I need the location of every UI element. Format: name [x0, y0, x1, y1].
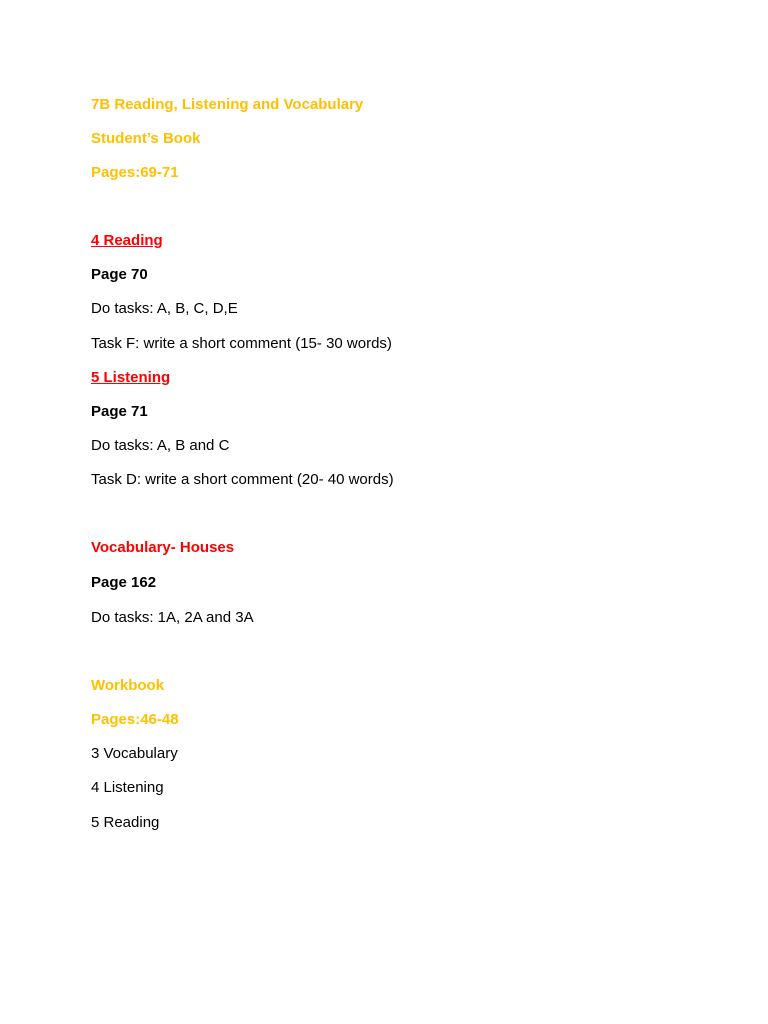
workbook-item: 4 Listening [91, 779, 164, 796]
vocabulary-page: Page 162 [91, 574, 157, 591]
listening-task-d: Task D: write a short comment (20- 40 words) [91, 471, 394, 488]
document-title: 7B Reading, Listening and Vocabulary [91, 96, 364, 113]
book-label: Student’s Book [91, 130, 201, 147]
workbook-pages: Pages:46-48 [91, 711, 179, 728]
reading-heading: 4 Reading [91, 232, 163, 249]
reading-page: Page 70 [91, 266, 148, 283]
listening-tasks: Do tasks: A, B and C [91, 437, 230, 454]
reading-tasks: Do tasks: A, B, C, D,E [91, 300, 238, 317]
listening-heading: 5 Listening [91, 369, 171, 386]
book-pages: Pages:69-71 [91, 164, 179, 181]
vocabulary-heading: Vocabulary- Houses [91, 539, 235, 556]
vocabulary-tasks: Do tasks: 1A, 2A and 3A [91, 609, 254, 626]
listening-page: Page 71 [91, 403, 148, 420]
reading-task-f: Task F: write a short comment (15- 30 words) [91, 335, 392, 352]
workbook-item: 3 Vocabulary [91, 745, 178, 762]
workbook-item: 5 Reading [91, 814, 160, 831]
workbook-heading: Workbook [91, 677, 165, 694]
